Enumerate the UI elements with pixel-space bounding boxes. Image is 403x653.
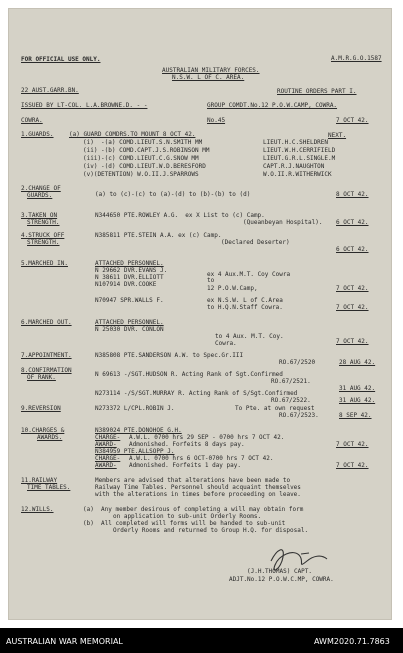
section-text: Railway Time Tables. Personnel should acquaint themselves bbox=[95, 484, 301, 491]
section-text: ex 4 Aux.M.T. Coy Cowra bbox=[207, 271, 291, 278]
section-text: (b) All completed will forms will be handed to sub-unit bbox=[83, 520, 286, 527]
section-text: Members are advised that alterations have been made to bbox=[95, 477, 291, 484]
section-text: with the alterations in times before proceeding on leave. bbox=[95, 491, 301, 498]
section-text: (iii)-(c) COMD.LIEUT.C.G.SNOW MM bbox=[83, 155, 199, 162]
section-text: (a) Any member desirous of completing a will may obtain form bbox=[83, 506, 304, 513]
section-text: RO.67/2521. bbox=[271, 378, 311, 385]
section-date: 7 OCT 42. bbox=[336, 462, 369, 469]
section-text: N273372 L/CPL.ROBIN J. bbox=[95, 405, 175, 412]
section-heading: 3.TAKEN ON bbox=[21, 212, 58, 219]
footer-accession-number: AWM2020.71.7863 bbox=[314, 637, 390, 646]
section-text: 12 P.O.W.Camp, bbox=[207, 285, 258, 292]
section-text: ex N.S.W. L of C.Area bbox=[207, 297, 283, 304]
section-heading: STRENGTH. bbox=[27, 219, 60, 226]
section-date: 8 SEP 42. bbox=[339, 412, 372, 419]
section-heading: TIME TABLES. bbox=[27, 484, 71, 491]
section-text: N385808 PTE.SANDERSON A.W. to Spec.Gr.III bbox=[95, 352, 244, 359]
section-heading: 9.REVERSION bbox=[21, 405, 61, 412]
section-text: RO.67/2522. bbox=[271, 397, 311, 404]
section-text: N 25030 DVR. CONLON bbox=[95, 326, 164, 333]
section-text: A.W.L. 0700 hrs 6 OCT-0700 hrs 7 OCT 42. bbox=[129, 455, 274, 462]
section-text: AWARD- bbox=[95, 441, 117, 448]
section-text: N385811 PTE.STEIN A.A. ex (c) Camp. bbox=[95, 232, 222, 239]
unit-label: 22 AUST.GARR.BN. bbox=[21, 87, 79, 94]
section-text: N389024 PTE.DONOHOE G.H. bbox=[95, 427, 182, 434]
footer-institution: AUSTRALIAN WAR MEMORIAL bbox=[6, 637, 123, 646]
section-text: N70947 SPR.WALLS F. bbox=[95, 297, 164, 304]
section-text: (ii) -(b) COMD.CAPT.J.S.ROBINSON MM bbox=[83, 147, 210, 154]
document-sheet bbox=[8, 8, 392, 620]
section-text: to bbox=[207, 277, 215, 284]
section-text: (a) GUARD COMDRS.TO MOUNT 8 OCT 42. bbox=[69, 131, 196, 138]
section-text: A.W.L. 0700 hrs 29 SEP - 0700 hrs 7 OCT 42. bbox=[129, 434, 285, 441]
section-heading: 4.STRUCK OFF bbox=[21, 232, 65, 239]
section-heading: 1.GUARDS. bbox=[21, 131, 54, 138]
hq-area: N.S.W. L OF C. AREA. bbox=[172, 74, 245, 81]
section-heading: 2.CHANGE OF bbox=[21, 185, 61, 192]
section-heading: AWARDS. bbox=[37, 434, 63, 441]
section-text: (Queanbeyan Hospital). bbox=[243, 219, 323, 226]
section-text: Admonished. Forfeits 8 days pay. bbox=[129, 441, 245, 448]
section-text: Orderly Rooms and returned to Group H.Q. for disposal. bbox=[113, 527, 309, 534]
section-date: 7 OCT 42. bbox=[336, 304, 369, 311]
issued-by: ISSUED BY LT-COL. L.A.BROWNE.D. - - bbox=[21, 102, 148, 109]
section-text: N 69613 -/SGT.HUDSON R. Acting Rank of Sgt.Confirmed bbox=[95, 371, 283, 378]
section-text: Cowra. bbox=[215, 340, 237, 347]
section-date: 7 OCT 42. bbox=[336, 285, 369, 292]
section-date: 31 AUG 42. bbox=[339, 397, 376, 404]
section-text: (Declared Deserter) bbox=[221, 239, 290, 246]
section-text: AWARD- bbox=[95, 462, 117, 469]
section-text: RO.67/2523. bbox=[279, 412, 319, 419]
section-text: CAPT.R.J.NAUGHTON bbox=[263, 163, 325, 170]
section-text: to 4 Aux. M.T. Coy. bbox=[215, 333, 284, 340]
section-text: N384959 PTE.ALLSOPP J. bbox=[95, 448, 175, 455]
section-heading: STRENGTH. bbox=[27, 239, 60, 246]
section-heading: 7.APPOINTMENT. bbox=[21, 352, 72, 359]
section-text: LIEUT.G.R.L.SINGLE.M bbox=[263, 155, 336, 162]
section-date: 31 AUG 42. bbox=[339, 385, 376, 392]
section-text: LIEUT.W.H.CERRIFIELD bbox=[263, 147, 336, 154]
section-text: CHARGE- bbox=[95, 434, 121, 441]
section-text: (iv) -(d) COMD.LIEUT.W.D.BERESFORD bbox=[83, 163, 206, 170]
section-text: (i) -(a) COMD.LIEUT.S.N.SMITH MM bbox=[83, 139, 203, 146]
section-text: NEXT. bbox=[328, 132, 347, 139]
section-text: ATTACHED PERSONNEL. bbox=[95, 319, 164, 326]
section-date: 6 OCT 42. bbox=[336, 219, 369, 226]
section-text: Admonished. Forfeits 1 day pay. bbox=[129, 462, 241, 469]
section-heading: 10.CHARGES & bbox=[21, 427, 65, 434]
section-text: (a) to (c)-(c) to (a)-(d) to (b)-(b) to (d) bbox=[95, 191, 251, 198]
section-text: ATTACHED PERSONNEL. bbox=[95, 260, 164, 267]
section-heading: 5.MARCHED IN. bbox=[21, 260, 68, 267]
section-date: 6 OCT 42. bbox=[336, 246, 369, 253]
section-heading: 8.CONFIRMATION bbox=[21, 367, 72, 374]
section-text: to H.Q.N.Staff Cowra. bbox=[207, 304, 283, 311]
orders-title: ROUTINE ORDERS PART I. bbox=[277, 88, 357, 95]
group-commandant: GROUP COMDT.No.12 P.O.W.CAMP, COWRA. bbox=[207, 102, 338, 109]
section-text: CHARGE- bbox=[95, 455, 121, 462]
section-text: N107914 DVR.COOKE bbox=[95, 281, 157, 288]
section-text: N 29662 DVR.EVANS J. bbox=[95, 267, 168, 274]
section-heading: GUARDS. bbox=[27, 192, 53, 199]
section-date: 8 OCT 42. bbox=[336, 191, 369, 198]
archive-footer-bar bbox=[0, 628, 403, 653]
section-date: 7 OCT 42. bbox=[336, 441, 369, 448]
section-text: (v)(DETENTION) W.O.II.J.SPARROWS bbox=[83, 171, 199, 178]
section-text: LIEUT.H.C.SHELDREN bbox=[263, 139, 329, 146]
section-date: 7 OCT 42. bbox=[336, 338, 369, 345]
section-text: W.O.II.R.WITHERWICK bbox=[263, 171, 332, 178]
section-date: 28 AUG 42. bbox=[339, 359, 376, 366]
section-heading: 11.RAILWAY bbox=[21, 477, 58, 484]
section-heading: 6.MARCHED OUT. bbox=[21, 319, 72, 326]
section-text: N344650 PTE.ROWLEY A.G. ex X List to (c) Camp. bbox=[95, 212, 265, 219]
section-text: To Pte. at own request bbox=[235, 405, 315, 412]
section-text: RO.67/2520 bbox=[279, 359, 316, 366]
hq-title: AUSTRALIAN MILITARY FORCES. bbox=[162, 67, 260, 74]
section-text: on application to sub-unit Orderly Rooms. bbox=[113, 513, 262, 520]
section-heading: 12.WILLS. bbox=[21, 506, 54, 513]
signatory-title: ADJT.No.12 P.O.W.C.MP, COWRA. bbox=[229, 576, 334, 583]
handwritten-signature bbox=[9, 9, 393, 621]
reference-number: A.M.R.G.O.1587 bbox=[331, 55, 382, 62]
section-text: N 38611 DVR.ELLIOTT bbox=[95, 274, 164, 281]
section-heading: OF RANK. bbox=[27, 374, 56, 381]
order-number: No.45 bbox=[207, 117, 226, 124]
place-label: COWRA. bbox=[21, 117, 43, 124]
official-use-label: FOR OFFICIAL USE ONLY. bbox=[21, 56, 101, 63]
signatory-name: (J.H.THOMAS) CAPT. bbox=[247, 568, 313, 575]
section-text: N273114 -/S/SGT.MURRAY R. Acting Rank of S/Sgt.Confirmed bbox=[95, 390, 298, 397]
order-date: 7 OCT 42. bbox=[336, 117, 369, 124]
